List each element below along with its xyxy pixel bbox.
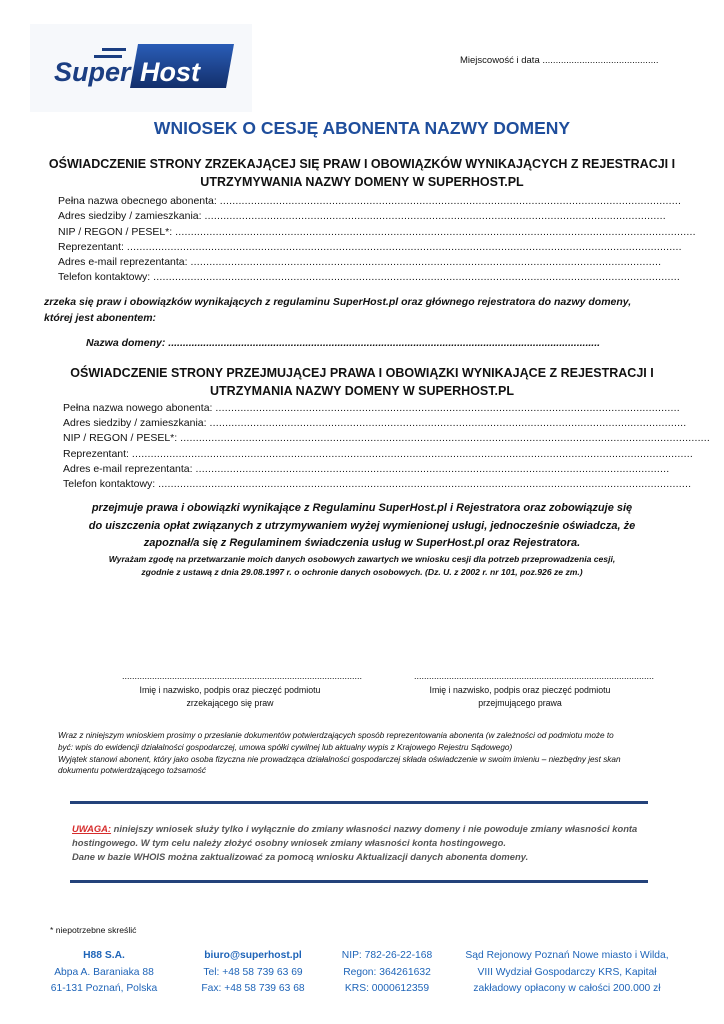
consent-line2: zgodnie z ustawą z dnia 29.08.1997 r. o ochronie danych osobowych. (Dz. U. z 2002 r. nr 101, poz.926 ze zm.) bbox=[141, 567, 583, 577]
footer-court-line1: Sąd Rejonowy Poznań Nowe miasto i Wilda, bbox=[465, 950, 669, 961]
field-dots: .......................................................................................................................................................................... bbox=[180, 432, 711, 445]
page-title: WNIOSEK O CESJĘ ABONENTA NAZWY DOMENY bbox=[153, 118, 571, 138]
footer-court-line3: zakładowy opłacony w całości 200.000 zł bbox=[473, 983, 661, 994]
divider-top bbox=[70, 801, 648, 804]
section1-heading-line2: UTRZYMYWANIA NAZWY DOMENY W SUPERHOST.PL bbox=[200, 175, 524, 189]
statement1-line2: której jest abonentem: bbox=[44, 312, 157, 324]
field-current-address[interactable] bbox=[58, 210, 664, 225]
field-label: Telefon kontaktowy: bbox=[58, 271, 151, 284]
field-label: Adres e-mail reprezentanta: bbox=[63, 462, 193, 475]
field-new-phone[interactable] bbox=[63, 477, 692, 493]
section1-heading-line1: OŚWIADCZENIE STRONY ZRZEKAJĄCEJ SIĘ PRAW I OBOWIĄZKÓW WYNIKAJĄCYCH Z REJESTRACJI I bbox=[48, 157, 676, 171]
footer-regon: Regon: 364261632 bbox=[343, 966, 431, 978]
signature-right-caption-line1: Imię i nazwisko, podpis oraz pieczęć podmiotu bbox=[429, 685, 611, 695]
field-label: Pełna nazwa obecnego abonenta: bbox=[58, 195, 217, 207]
footer-court-line2: VIII Wydział Gospodarczy KRS, Kapitał bbox=[477, 966, 657, 978]
section1-fields bbox=[58, 195, 696, 287]
field-dots: ......................................................................................................................................................................... bbox=[153, 271, 680, 284]
field-dots: .................................................................................................................................................................................. bbox=[126, 240, 682, 253]
logo-graphic bbox=[30, 24, 252, 112]
data-consent bbox=[40, 553, 684, 579]
field-new-representative[interactable] bbox=[63, 447, 693, 463]
footer-fax: Fax: +48 58 739 63 68 bbox=[201, 983, 305, 994]
section1-statement bbox=[44, 294, 684, 326]
divider-bottom bbox=[70, 880, 648, 883]
field-current-name[interactable] bbox=[58, 195, 682, 210]
footer-contact bbox=[186, 948, 320, 998]
footer-company bbox=[38, 948, 170, 998]
field-new-nip[interactable] bbox=[63, 432, 711, 447]
field-dots: ......................................................................................................................................................... bbox=[209, 417, 687, 430]
signature-right-line[interactable]: ................................................................................................ bbox=[414, 671, 655, 681]
footer-company-city: 61-131 Poznań, Polska bbox=[50, 983, 158, 994]
domain-name-dots: .................................................................................................................................................... bbox=[168, 337, 601, 349]
footer-phone: Tel: +48 58 739 63 69 bbox=[203, 966, 303, 978]
footer-registration bbox=[326, 948, 448, 998]
statement2-line2: do uiszczenia opłat związanych z utrzymywaniem wyżej wymienionej usługi, jednocześnie oświadcza, że bbox=[88, 519, 636, 532]
field-label: Reprezentant: bbox=[58, 240, 124, 253]
note-line3: Wyjątek stanowi abonent, który jako osoba fizyczna nie prowadząca działalności gospodarczej składa oświadczenie w swoim imieniu – niezbędny jest skan bbox=[58, 754, 621, 764]
place-date-label: Miejscowość i data bbox=[460, 55, 540, 66]
field-new-email[interactable] bbox=[63, 463, 671, 478]
field-current-email[interactable] bbox=[58, 256, 664, 271]
warning-line1: niniejszy wniosek służy tylko i wyłącznie do zmiany własności nazwy domeny i nie powoduje zmiany własności konta bbox=[113, 823, 638, 834]
signature-left-caption-line2: zrzekającego się praw bbox=[186, 698, 274, 708]
section2-heading bbox=[40, 364, 684, 400]
field-label: Telefon kontaktowy: bbox=[63, 477, 156, 490]
representation-note bbox=[58, 730, 688, 777]
warning-label: UWAGA: bbox=[72, 823, 112, 834]
field-label: NIP / REGON / PESEL*: bbox=[58, 225, 173, 238]
statement1-line1: zrzeka się praw i obowiązków wynikających z regulaminu SuperHost.pl oraz głównego rejestratora do nazwy domeny, bbox=[44, 296, 632, 308]
footer-company-name: H88 S.A. bbox=[83, 950, 125, 961]
consent-line1: Wyrażam zgodę na przetwarzanie moich danych osobowych zawartych we wniosku cesji dla potrzeb przeprowadzenia cesji, bbox=[108, 554, 616, 564]
signature-right-caption bbox=[400, 684, 640, 710]
field-dots: .................................................................................................................................................... bbox=[219, 195, 682, 207]
field-label: Adres siedziby / zamieszkania: bbox=[58, 210, 202, 223]
field-label: Adres e-mail reprezentanta: bbox=[58, 256, 188, 269]
field-new-address[interactable] bbox=[63, 417, 687, 432]
field-label: Reprezentant: bbox=[63, 447, 129, 460]
section2-heading-line1: OŚWIADCZENIE STRONY PRZEJMUJĄCEJ PRAWA I OBOWIĄZKI WYNIKAJĄCE Z REJESTRACJI I bbox=[70, 366, 654, 380]
field-label: Pełna nazwa nowego abonenta: bbox=[63, 402, 213, 414]
note-line2: być: wpis do ewidencji działalności gospodarczej, umowa spółki cywilnej lub aktualny wypis z Krajowego Rejestru Sądowego) bbox=[58, 742, 513, 752]
warning-line2: hostingowego. W tym celu należy złożyć osobny wniosek zmiany własności konta hostingowego. bbox=[72, 837, 506, 848]
field-dots: ........................................................................................................................................................ bbox=[195, 462, 670, 475]
field-dots: ..................................................................................................................................................... bbox=[215, 402, 680, 414]
footer-krs: KRS: 0000612359 bbox=[344, 983, 430, 994]
place-date-dots: ............................................ bbox=[542, 55, 659, 66]
footer-email-link[interactable]: biuro@superhost.pl bbox=[204, 950, 302, 961]
signature-right-caption-line2: przejmującego prawa bbox=[478, 698, 562, 708]
logo bbox=[30, 24, 252, 112]
field-current-phone[interactable] bbox=[58, 271, 680, 286]
section1-heading bbox=[40, 155, 684, 191]
field-dots: .................................................................................................................................................................................... bbox=[131, 447, 693, 460]
section2-statement bbox=[40, 500, 684, 553]
note-line4: dokumentu potwierdzającego tożsamość bbox=[58, 766, 206, 776]
domain-name-field[interactable] bbox=[86, 335, 646, 351]
footer-company-street: Abpa A. Baraniaka 88 bbox=[54, 966, 154, 978]
warning-box bbox=[72, 822, 652, 864]
logo-text-host: Host bbox=[140, 57, 200, 87]
place-date bbox=[460, 55, 659, 66]
signature-left-caption bbox=[110, 684, 350, 710]
field-dots: ....................................................................................................................................................... bbox=[190, 256, 662, 269]
field-current-nip[interactable] bbox=[58, 225, 696, 241]
field-dots: ........................................................................................................................................................................... bbox=[158, 477, 692, 490]
field-label: Adres siedziby / zamieszkania: bbox=[63, 417, 207, 430]
logo-text-super: Super bbox=[54, 57, 131, 87]
signature-left-line[interactable]: ................................................................................................ bbox=[122, 671, 363, 681]
field-dots: ....................................................................................................................................................................... bbox=[175, 225, 696, 238]
statement2-line1: przejmuje prawa i obowiązki wynikające z Regulaminu SuperHost.pl i Rejestratora oraz zobowiązuje się bbox=[91, 502, 633, 514]
field-label: NIP / REGON / PESEL*: bbox=[63, 432, 178, 445]
field-dots: .................................................................................................................................................... bbox=[204, 210, 666, 223]
footer-nip: NIP: 782-26-22-168 bbox=[341, 950, 433, 961]
warning-line3: Dane w bazie WHOIS można zaktualizować za pomocą wniosku Aktualizacji danych abonenta domeny. bbox=[72, 851, 529, 862]
statement2-line3: zapoznał/a się z Regulaminem świadczenia usług w SuperHost.pl oraz Rejestratora. bbox=[143, 537, 581, 549]
domain-name-label: Nazwa domeny: bbox=[86, 337, 166, 349]
section2-heading-line2: UTRZYMANIA NAZWY DOMENY W SUPERHOST.PL bbox=[210, 384, 514, 398]
footnote: * niepotrzebne skreślić bbox=[50, 925, 137, 935]
section2-fields bbox=[63, 402, 711, 493]
footer-court bbox=[452, 948, 682, 998]
note-line1: Wraz z niniejszym wnioskiem prosimy o przesłanie dokumentów potwierdzających sposób reprezentowania abonenta (w zależności od podmiotu może to bbox=[58, 731, 614, 740]
field-current-representative[interactable] bbox=[58, 240, 682, 256]
signature-left-caption-line1: Imię i nazwisko, podpis oraz pieczęć podmiotu bbox=[139, 685, 321, 695]
field-new-name[interactable] bbox=[63, 402, 680, 417]
